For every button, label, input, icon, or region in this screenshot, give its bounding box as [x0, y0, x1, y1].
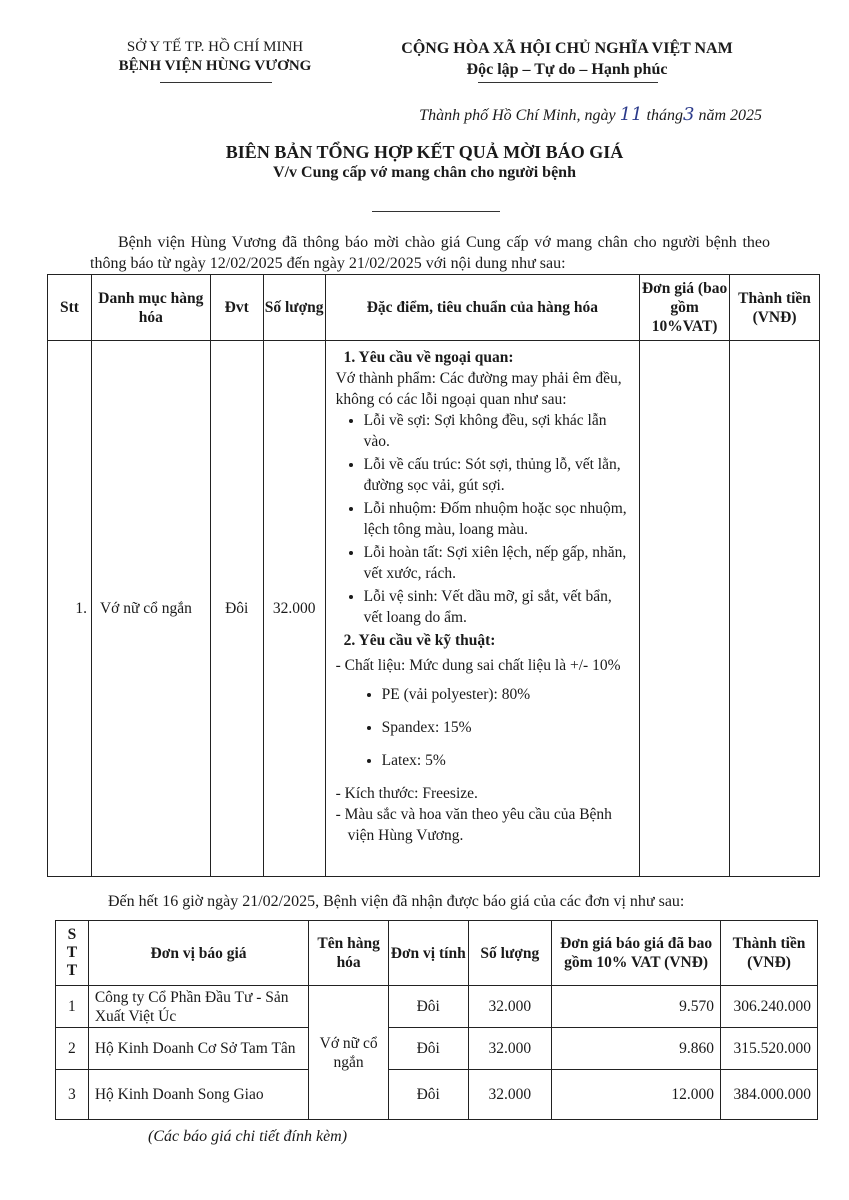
col-stt: Stt [48, 275, 92, 341]
spec-heading-appearance: 1. Yêu cầu về ngoại quan: [343, 349, 514, 366]
quotes-table [55, 920, 818, 1120]
col-item-name: Tên hàng hóa [309, 921, 389, 986]
cell-total: 315.520.000 [721, 1028, 818, 1070]
document-title: BIÊN BẢN TỔNG HỢP KẾT QUẢ MỜI BÁO GIÁ [225, 142, 624, 162]
list-item: • Lỗi nhuộm: Đốm nhuộm hoặc sọc nhuộm, lệch tông màu, loang màu. [364, 498, 632, 540]
org-parent: SỞ Y TẾ TP. HỒ CHÍ MINH [126, 39, 304, 55]
date-day: 11 [619, 104, 643, 125]
date-prefix: Thành phố Hồ Chí Minh, ngày [419, 107, 616, 124]
cell-stt: 1 [56, 986, 89, 1028]
cell-quantity: 32.000 [468, 1028, 552, 1070]
attachment-note: (Các báo giá chi tiết đính kèm) [148, 1128, 348, 1145]
col-total: Thành tiền (VNĐ) [721, 921, 818, 986]
list-item: • Lỗi về cấu trúc: Sót sợi, thủng lỗ, vết lằn, đường sọc vải, gút sợi. [364, 454, 632, 496]
col-quantity: Số lượng [468, 921, 552, 986]
nation-name: CỘNG HÒA XÃ HỘI CHỦ NGHĨA VIỆT NAM [401, 40, 733, 57]
table-row [48, 341, 820, 877]
col-unit: Đơn vị tính [388, 921, 468, 986]
issuing-organization [90, 38, 340, 76]
spec-defect-list [336, 410, 632, 628]
col-item-name: Danh mục hàng hóa [91, 275, 210, 341]
cell-item-name: Vớ nữ cổ ngắn [309, 986, 389, 1120]
cell-total: 384.000.000 [721, 1070, 818, 1120]
table-header-row [48, 275, 820, 341]
date-month: 3 [682, 104, 695, 125]
table-row [56, 986, 818, 1028]
date-year: năm 2025 [698, 107, 762, 124]
cell-unit: Đôi [210, 341, 263, 877]
org-underline [160, 82, 272, 83]
cell-total [730, 341, 820, 877]
cell-quantity: 32.000 [263, 341, 325, 877]
table-row [56, 1028, 818, 1070]
title-underline [372, 211, 500, 212]
cell-vendor: Hộ Kinh Doanh Cơ Sở Tam Tân [88, 1028, 308, 1070]
cell-stt: 1. [48, 341, 92, 877]
list-item: • PE (vải polyester): 80% [382, 684, 632, 705]
cell-vendor: Hộ Kinh Doanh Song Giao [88, 1070, 308, 1120]
cell-stt: 3 [56, 1070, 89, 1120]
col-unit: Đvt [210, 275, 263, 341]
document-subtitle: V/v Cung cấp vớ mang chân cho người bệnh [273, 164, 576, 181]
spec-material-list [336, 684, 632, 771]
table-header-row [56, 921, 818, 986]
cell-quoted-price: 9.860 [552, 1028, 721, 1070]
cell-vendor: Công ty Cổ Phần Đầu Tư - Sản Xuất Việt Úc [88, 986, 308, 1028]
col-total: Thành tiền (VNĐ) [730, 275, 820, 341]
spec-heading-technical: 2. Yêu cầu về kỹ thuật: [343, 632, 496, 649]
document-date [300, 104, 762, 125]
col-quoted-price: Đơn giá báo giá đã bao gồm 10% VAT (VNĐ) [552, 921, 721, 986]
cell-stt: 2 [56, 1028, 89, 1070]
cell-unit: Đôi [388, 986, 468, 1028]
received-statement: Đến hết 16 giờ ngày 21/02/2025, Bệnh viện đã nhận được báo giá của các đơn vị như sau: [108, 893, 685, 910]
spec-color: - Màu sắc và hoa văn theo yêu cầu của Bệnh viện Hùng Vương. [335, 806, 612, 844]
spec-material: - Chất liệu: Mức dung sai chất liệu là +/- 10% [335, 657, 621, 674]
spec-appearance-intro: Vớ thành phẩm: Các đường may phải êm đều, không có các lỗi ngoại quan như sau: [335, 370, 622, 408]
col-vendor: Đơn vị báo giá [88, 921, 308, 986]
col-specification: Đặc điểm, tiêu chuẩn của hàng hóa [325, 275, 640, 341]
cell-total: 306.240.000 [721, 986, 818, 1028]
org-name: BỆNH VIỆN HÙNG VƯƠNG [118, 58, 312, 74]
cell-unit: Đôi [388, 1028, 468, 1070]
cell-quantity: 32.000 [468, 1070, 552, 1120]
col-unit-price: Đơn giá (bao gồm 10%VAT) [640, 275, 730, 341]
list-item: • Latex: 5% [382, 750, 632, 771]
cell-unit-price [640, 341, 730, 877]
motto-underline [478, 82, 658, 83]
cell-quoted-price: 12.000 [552, 1070, 721, 1120]
list-item: • Spandex: 15% [382, 717, 632, 738]
cell-unit: Đôi [388, 1070, 468, 1120]
cell-item-name: Vớ nữ cổ ngắn [91, 341, 210, 877]
cell-specification [325, 341, 640, 877]
spec-size: - Kích thước: Freesize. [335, 785, 478, 802]
list-item: • Lỗi vệ sinh: Vết dầu mỡ, gỉ sắt, vết bẩn, vết loang do ẩm. [364, 586, 632, 628]
list-item: • Lỗi hoàn tất: Sợi xiên lệch, nếp gấp, nhăn, vết xước, rách. [364, 542, 632, 584]
requirements-table [47, 274, 820, 877]
cell-quoted-price: 9.570 [552, 986, 721, 1028]
col-quantity: Số lượng [263, 275, 325, 341]
motto: Độc lập – Tự do – Hạnh phúc [466, 61, 668, 78]
cell-quantity: 32.000 [468, 986, 552, 1028]
national-motto [352, 38, 782, 80]
col-stt: S T T [56, 921, 89, 986]
list-item: • Lỗi về sợi: Sợi không đều, sợi khác lẫn vào. [364, 410, 632, 452]
table-row [56, 1070, 818, 1120]
date-month-label: tháng [646, 107, 683, 124]
intro-paragraph: Bệnh viện Hùng Vương đã thông báo mời chào giá Cung cấp vớ mang chân cho người bệnh theo thông báo từ ngày 12/02/2025 đến ngày 21/02/2025 với nội dung như sau: [90, 234, 770, 272]
